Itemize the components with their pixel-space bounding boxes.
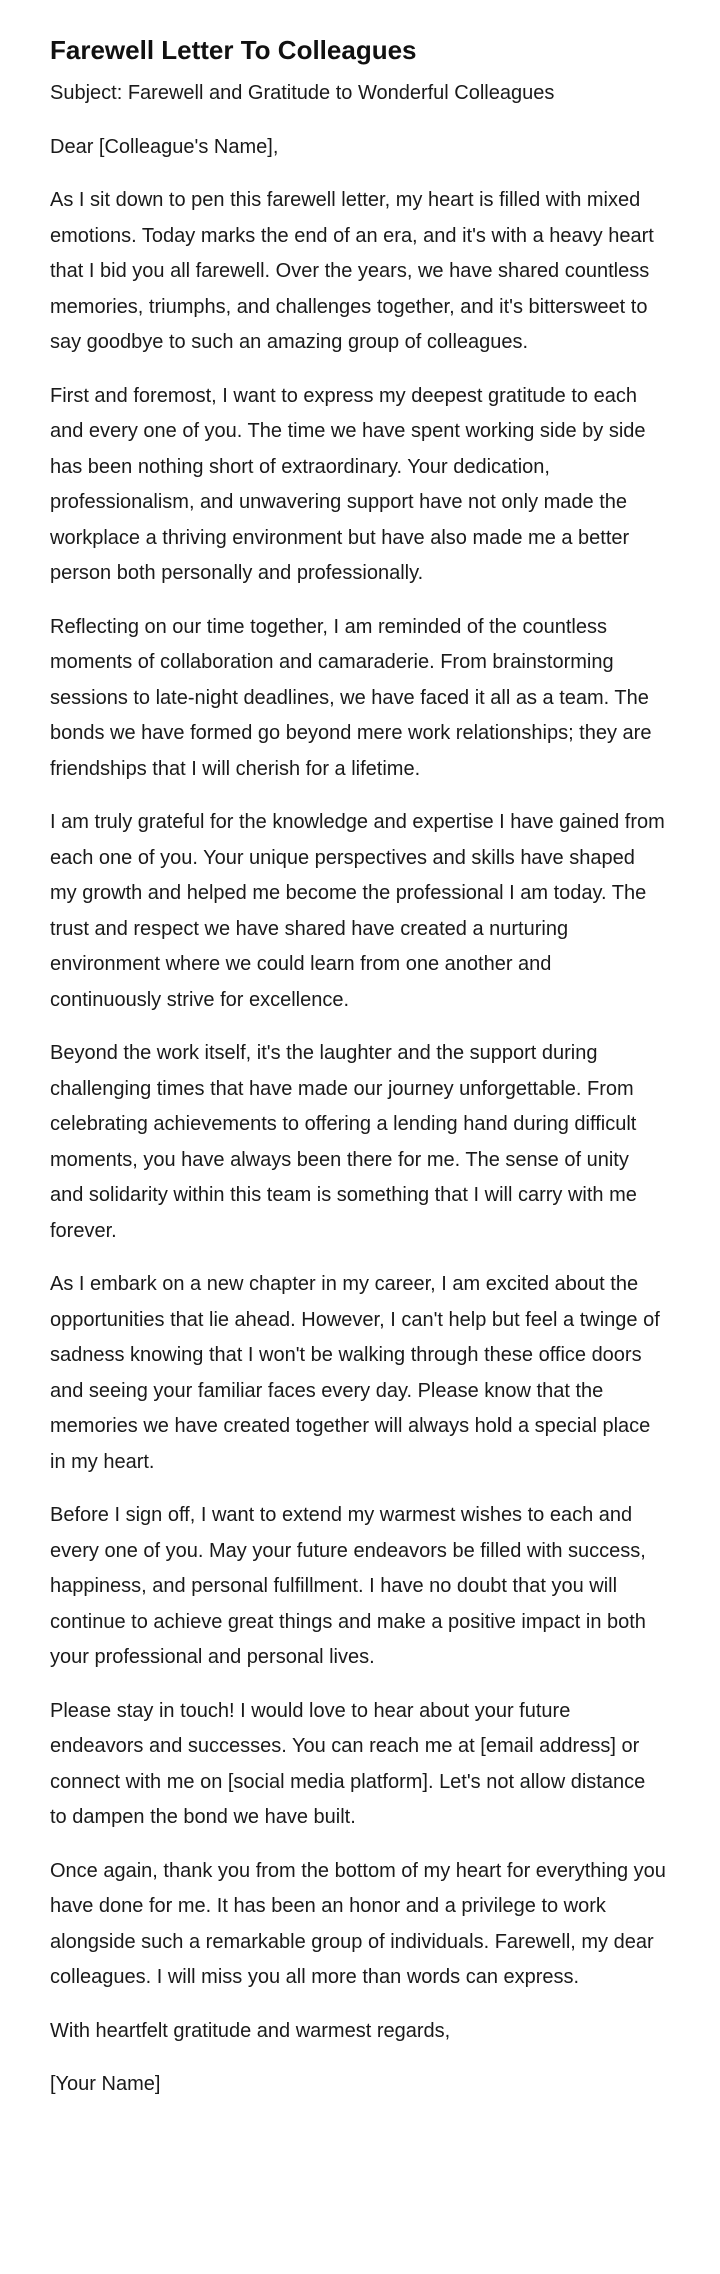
document-title: Farewell Letter To Colleagues [50, 35, 417, 65]
salutation: Dear [Colleague's Name], [50, 135, 279, 158]
closing-line: With heartfelt gratitude and warmest regards, [50, 2019, 451, 2042]
body-paragraph-1: As I sit down to pen this farewell letter, my heart is filled with mixed emotions. Today marks the end of an era, and it's with a heavy heart that I bid you all farewell. Over the years, we have shared countless memories, triumphs, and challenges together, and it's bittersweet to say goodbye to such an amazing group of colleagues. [50, 189, 654, 353]
body-paragraph-4: I am truly grateful for the knowledge and expertise I have gained from each one of you. Your unique perspectives and skills have shaped my growth and helped me become the professional I am today. The trust and respect we have shared have created a nurturing environment where we could learn from one another and continuously strive for excellence. [50, 811, 665, 1011]
body-paragraph-7: Before I sign off, I want to extend my warmest wishes to each and every one of you. May your future endeavors be filled with success, happiness, and personal fulfillment. I have no doubt that you will continue to achieve great things and make a positive impact in both your professional and personal lives. [50, 1504, 646, 1668]
subject-line: Subject: Farewell and Gratitude to Wonderful Colleagues [50, 82, 555, 104]
body-paragraph-6: As I embark on a new chapter in my career, I am excited about the opportunities that lie ahead. However, I can't help but feel a twinge of sadness knowing that I won't be walking through these office doors and seeing your familiar faces every day. Please know that the memories we have created together will always hold a special place in my heart. [50, 1273, 660, 1473]
body-paragraph-9: Once again, thank you from the bottom of my heart for everything you have done for me. It has been an honor and a privilege to work alongside such a remarkable group of individuals. Farewell, my dear colleagues. I will miss you all more than words can express. [50, 1859, 666, 1988]
body-paragraph-2: First and foremost, I want to express my deepest gratitude to each and every one of you. The time we have spent working side by side has been nothing short of extraordinary. Your dedication, professionalism, and unwavering support have not only made the workplace a thriving environment but have also made me a better person both personally and professionally. [50, 384, 646, 584]
signature: [Your Name] [50, 2073, 161, 2095]
body-paragraph-8: Please stay in touch! I would love to hear about your future endeavors and successes. You can reach me at [email address] or connect with me on [social media platform]. Let's not allow distance to dampen the bond we have built. [50, 1699, 646, 1828]
body-paragraph-3: Reflecting on our time together, I am reminded of the countless moments of collaboration and camaraderie. From brainstorming sessions to late-night deadlines, we have faced it all as a team. The bonds we have formed go beyond mere work relationships; they are friendships that I will cherish for a lifetime. [50, 615, 652, 780]
body-paragraph-5: Beyond the work itself, it's the laughter and the support during challenging times that have made our journey unforgettable. From celebrating achievements to offering a lending hand during difficult moments, you have always been there for me. The sense of unity and solidarity within this team is something that I will carry with me forever. [50, 1042, 637, 1242]
